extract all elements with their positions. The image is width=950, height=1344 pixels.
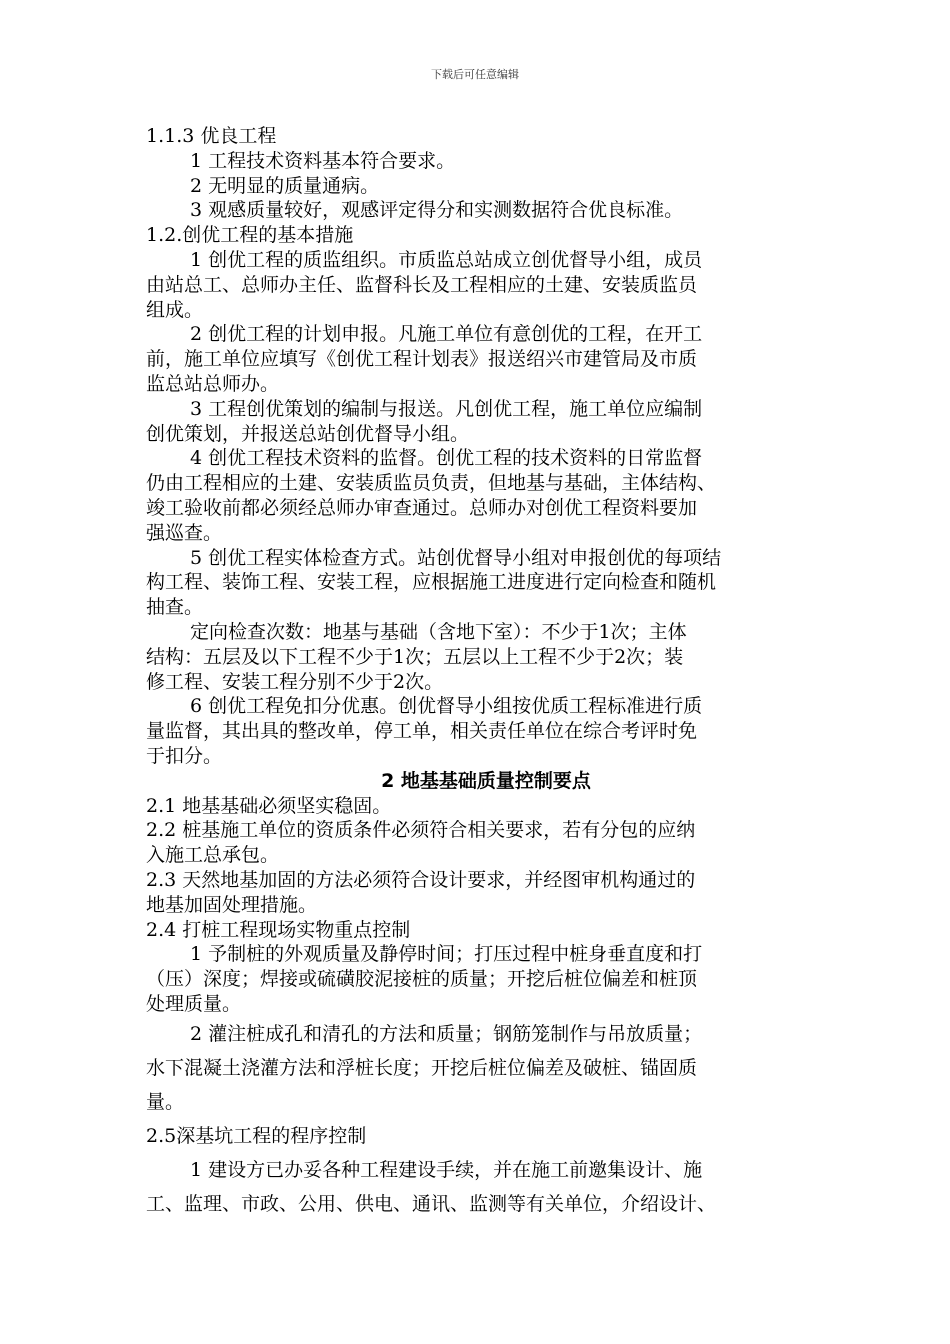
paragraph-line: 抽查。 [146,596,204,619]
paragraph-line: 构工程、装饰工程、安装工程，应根据施工进度进行定向检查和随机 [146,571,717,594]
paragraph-line: 2.3 天然地基加固的方法必须符合设计要求，并经图审机构通过的 [146,868,696,891]
page-header: 下载后可任意编辑 [431,68,519,81]
section-heading: 2.4 打桩工程现场实物重点控制 [146,918,411,941]
paragraph-line: 修工程、安装工程分别不少于2次。 [146,670,444,693]
paragraph-line: 于扣分。 [146,744,223,767]
section-heading: 2.5深基坑工程的程序控制 [146,1124,367,1147]
paragraph-line: 结构：五层及以下工程不少于1次；五层以上工程不少于2次；装 [146,645,684,668]
paragraph-line: 工、监理、市政、公用、供电、通讯、监测等有关单位，介绍设计、 [146,1192,717,1215]
section-heading: 2.1 地基基础必须坚实稳固。 [146,794,392,817]
paragraph-line: 5 创优工程实体检查方式。站创优督导小组对申报创优的每项结 [190,546,722,569]
paragraph-line: 2 无明显的质量通病。 [190,174,380,197]
paragraph-line: 入施工总承包。 [146,844,280,867]
paragraph-line: 3 观感质量较好，观感评定得分和实测数据符合优良标准。 [190,199,684,222]
paragraph-line: 6 创优工程免扣分优惠。创优督导小组按优质工程标准进行质 [190,695,703,718]
paragraph-line: 创优策划，并报送总站创优督导小组。 [146,422,470,445]
paragraph-line: 前，施工单位应填写《创优工程计划表》报送绍兴市建管局及市质 [146,348,698,371]
paragraph-line: 量监督，其出具的整改单，停工单，相关责任单位在综合考评时免 [146,720,698,743]
paragraph-line: 竣工验收前都必须经总师办审查通过。总师办对创优工程资料要加 [146,496,698,519]
paragraph-line: 2 创优工程的计划申报。凡施工单位有意创优的工程，在开工 [190,323,703,346]
paragraph-line: 1 创优工程的质监组织。市质监总站成立创优督导小组，成员 [190,248,703,271]
paragraph-line: 组成。 [146,298,204,321]
paragraph-line: 4 创优工程技术资料的监督。创优工程的技术资料的日常监督 [190,447,703,470]
paragraph-line: 由站总工、总师办主任、监督科长及工程相应的土建、安装质监员 [146,273,698,296]
paragraph-line: 定向检查次数：地基与基础（含地下室）：不少于1次；主体 [190,620,687,643]
chapter-title: 2 地基基础质量控制要点 [381,769,591,792]
paragraph-line: 强巡查。 [146,521,223,544]
paragraph-line: 处理质量。 [146,992,242,1015]
document-body [146,124,826,1221]
section-heading: 1.1.3 优良工程 [146,125,277,147]
paragraph-line: 仍由工程相应的土建、安装质监员负责，但地基与基础，主体结构、 [146,472,717,495]
paragraph-line: 1 建设方已办妥各种工程建设手续，并在施工前邀集设计、施 [190,1158,703,1181]
paragraph-line: （压）深度；焊接或硫磺胶泥接桩的质量；开挖后桩位偏差和桩顶 [146,968,698,991]
paragraph-line: 水下混凝土浇灌方法和浮桩长度；开挖后桩位偏差及破桩、锚固质 [146,1056,698,1079]
paragraph-line: 地基加固处理措施。 [146,893,318,916]
paragraph-line: 量。 [146,1090,185,1113]
section-heading: 1.2.创优工程的基本措施 [146,224,354,247]
paragraph-line: 监总站总师办。 [146,372,280,395]
paragraph-line: 1 工程技术资料基本符合要求。 [190,149,456,172]
paragraph-line: 2 灌注桩成孔和清孔的方法和质量；钢筋笼制作与吊放质量； [190,1022,703,1045]
paragraph-line: 1 予制桩的外观质量及静停时间；打压过程中桩身垂直度和打 [190,943,703,966]
paragraph-line: 2.2 桩基施工单位的资质条件必须符合相关要求，若有分包的应纳 [146,819,696,842]
paragraph-line: 3 工程创优策划的编制与报送。凡创优工程，施工单位应编制 [190,397,703,420]
